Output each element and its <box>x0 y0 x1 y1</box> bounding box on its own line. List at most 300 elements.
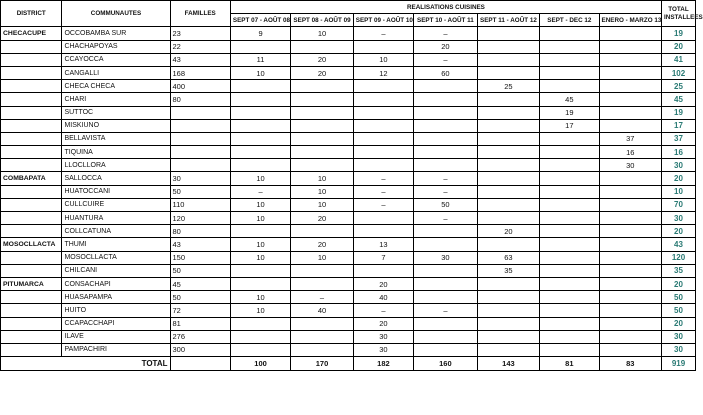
total-installees-cell: 30 <box>662 343 696 356</box>
community-cell: THUMI <box>62 238 170 251</box>
district-cell <box>1 93 62 106</box>
families-cell: 80 <box>170 93 230 106</box>
period-value-cell: – <box>414 185 478 198</box>
period-value-cell <box>291 119 354 132</box>
community-cell: CCAPACCHAPI <box>62 317 170 330</box>
period-value-cell <box>599 212 662 225</box>
families-cell: 168 <box>170 66 230 79</box>
period-value-cell: 20 <box>353 317 413 330</box>
community-cell: ILAVE <box>62 330 170 343</box>
community-cell: CULLCUIRE <box>62 198 170 211</box>
community-cell: HUITO <box>62 304 170 317</box>
families-cell: 50 <box>170 291 230 304</box>
period-value-cell: 13 <box>353 238 413 251</box>
period-value-cell <box>353 106 413 119</box>
period-value-cell: – <box>291 291 354 304</box>
header-period: SEPT 10 - AOÛT 11 <box>414 14 478 27</box>
period-value-cell <box>291 106 354 119</box>
district-cell <box>1 251 62 264</box>
total-period-value: 81 <box>540 357 599 371</box>
families-cell: 276 <box>170 330 230 343</box>
period-value-cell <box>414 132 478 145</box>
period-value-cell <box>540 264 599 277</box>
district-cell: COMBAPATA <box>1 172 62 185</box>
period-value-cell <box>414 80 478 93</box>
total-installees-cell: 43 <box>662 238 696 251</box>
period-value-cell: 10 <box>291 198 354 211</box>
families-cell: 300 <box>170 343 230 356</box>
period-value-cell <box>477 185 540 198</box>
period-value-cell <box>599 80 662 93</box>
table-row <box>1 277 696 290</box>
period-value-cell <box>414 225 478 238</box>
families-cell: 50 <box>170 185 230 198</box>
period-value-cell: 10 <box>230 66 290 79</box>
period-value-cell <box>414 238 478 251</box>
district-cell <box>1 119 62 132</box>
table-row <box>1 304 696 317</box>
period-value-cell: 10 <box>230 291 290 304</box>
period-value-cell: 25 <box>477 80 540 93</box>
period-value-cell <box>599 264 662 277</box>
period-value-cell: 10 <box>230 212 290 225</box>
total-installees-cell: 50 <box>662 291 696 304</box>
period-value-cell: 10 <box>291 185 354 198</box>
period-value-cell <box>599 53 662 66</box>
period-value-cell <box>599 330 662 343</box>
period-value-cell <box>599 317 662 330</box>
period-value-cell <box>540 317 599 330</box>
district-cell <box>1 80 62 93</box>
period-value-cell <box>477 40 540 53</box>
table-row <box>1 185 696 198</box>
period-value-cell <box>540 330 599 343</box>
period-value-cell: – <box>353 27 413 40</box>
period-value-cell <box>477 330 540 343</box>
community-cell: CHARI <box>62 93 170 106</box>
period-value-cell <box>477 304 540 317</box>
period-value-cell <box>540 304 599 317</box>
total-installees-cell: 37 <box>662 132 696 145</box>
community-cell: MISKIUNO <box>62 119 170 132</box>
table-row <box>1 106 696 119</box>
period-value-cell <box>599 172 662 185</box>
district-cell <box>1 264 62 277</box>
total-installees-cell: 20 <box>662 317 696 330</box>
period-value-cell: 30 <box>353 330 413 343</box>
period-value-cell <box>414 146 478 159</box>
table-row <box>1 146 696 159</box>
total-installees-cell: 20 <box>662 40 696 53</box>
district-cell <box>1 66 62 79</box>
table-row <box>1 40 696 53</box>
total-installees-cell: 30 <box>662 212 696 225</box>
period-value-cell: – <box>353 304 413 317</box>
families-cell <box>170 119 230 132</box>
period-value-cell <box>353 119 413 132</box>
period-value-cell: 10 <box>291 251 354 264</box>
total-installees-cell: 30 <box>662 330 696 343</box>
families-cell: 80 <box>170 225 230 238</box>
period-value-cell: 20 <box>353 277 413 290</box>
district-cell <box>1 343 62 356</box>
community-cell: CONSACHAPI <box>62 277 170 290</box>
table-row <box>1 159 696 172</box>
period-value-cell: 63 <box>477 251 540 264</box>
total-installees-cell: 10 <box>662 185 696 198</box>
period-value-cell: 19 <box>540 106 599 119</box>
families-cell: 150 <box>170 251 230 264</box>
period-value-cell <box>477 119 540 132</box>
period-value-cell <box>353 159 413 172</box>
period-value-cell <box>291 146 354 159</box>
total-familles-blank <box>170 357 230 371</box>
table-row <box>1 330 696 343</box>
period-value-cell: 20 <box>291 238 354 251</box>
total-period-value: 170 <box>291 357 354 371</box>
community-cell: CHECA CHECA <box>62 80 170 93</box>
period-value-cell: – <box>353 198 413 211</box>
total-installees-cell: 20 <box>662 277 696 290</box>
table-row <box>1 343 696 356</box>
community-cell: HUATOCCANI <box>62 185 170 198</box>
period-value-cell <box>599 66 662 79</box>
period-value-cell <box>353 146 413 159</box>
header-period: SEPT - DEC 12 <box>540 14 599 27</box>
period-value-cell: 10 <box>230 251 290 264</box>
period-value-cell <box>477 159 540 172</box>
header-period: SEPT 08 - AOÛT 09 <box>291 14 354 27</box>
district-cell: CHECACUPE <box>1 27 62 40</box>
period-value-cell <box>540 40 599 53</box>
total-installees-cell: 102 <box>662 66 696 79</box>
period-value-cell: 35 <box>477 264 540 277</box>
district-cell: PITUMARCA <box>1 277 62 290</box>
period-value-cell <box>540 238 599 251</box>
period-value-cell <box>477 172 540 185</box>
period-value-cell <box>291 225 354 238</box>
table-row <box>1 198 696 211</box>
period-value-cell: 20 <box>291 66 354 79</box>
period-value-cell <box>353 93 413 106</box>
period-value-cell: 12 <box>353 66 413 79</box>
period-value-cell <box>477 66 540 79</box>
header-district: DISTRICT <box>1 1 62 27</box>
district-cell <box>1 146 62 159</box>
period-value-cell <box>477 146 540 159</box>
families-cell: 43 <box>170 53 230 66</box>
table-row <box>1 212 696 225</box>
period-value-cell <box>599 291 662 304</box>
total-installees-cell: 19 <box>662 106 696 119</box>
community-cell: MOSOCLLACTA <box>62 251 170 264</box>
community-cell: TIQUINA <box>62 146 170 159</box>
period-value-cell <box>599 185 662 198</box>
total-installees-cell: 20 <box>662 225 696 238</box>
period-value-cell <box>230 119 290 132</box>
total-installees-cell: 19 <box>662 27 696 40</box>
header-period: ENERO - MARZO 13 <box>599 14 662 27</box>
total-installees-cell: 50 <box>662 304 696 317</box>
total-installees-cell: 17 <box>662 119 696 132</box>
families-cell <box>170 132 230 145</box>
families-cell: 50 <box>170 264 230 277</box>
families-cell <box>170 146 230 159</box>
community-cell: CCAYOCCA <box>62 53 170 66</box>
table-row <box>1 264 696 277</box>
community-cell: LLOCLLORA <box>62 159 170 172</box>
families-cell: 72 <box>170 304 230 317</box>
period-value-cell <box>414 159 478 172</box>
period-value-cell <box>477 93 540 106</box>
period-value-cell <box>599 343 662 356</box>
period-value-cell <box>230 264 290 277</box>
period-value-cell <box>599 251 662 264</box>
period-value-cell <box>477 27 540 40</box>
period-value-cell: 9 <box>230 27 290 40</box>
period-value-cell <box>599 119 662 132</box>
header-familles: FAMILLES <box>170 1 230 27</box>
period-value-cell <box>477 291 540 304</box>
community-cell: SUTTOC <box>62 106 170 119</box>
families-cell: 120 <box>170 212 230 225</box>
period-value-cell <box>599 40 662 53</box>
period-value-cell <box>291 264 354 277</box>
period-value-cell <box>414 119 478 132</box>
period-value-cell: 10 <box>230 238 290 251</box>
table-row <box>1 317 696 330</box>
period-value-cell <box>477 238 540 251</box>
period-value-cell: 17 <box>540 119 599 132</box>
period-value-cell <box>230 343 290 356</box>
period-value-cell <box>477 317 540 330</box>
period-value-cell: 20 <box>291 53 354 66</box>
grand-total: 919 <box>662 357 696 371</box>
header-total: TOTAL INSTALLEES <box>662 1 696 27</box>
period-value-cell <box>540 185 599 198</box>
district-cell <box>1 40 62 53</box>
period-value-cell: 37 <box>599 132 662 145</box>
period-value-cell <box>599 225 662 238</box>
community-cell: HUANTURA <box>62 212 170 225</box>
community-cell: BELLAVISTA <box>62 132 170 145</box>
period-value-cell <box>230 330 290 343</box>
period-value-cell <box>540 198 599 211</box>
period-value-cell <box>230 317 290 330</box>
period-value-cell <box>540 277 599 290</box>
period-value-cell: – <box>414 212 478 225</box>
period-value-cell <box>540 132 599 145</box>
period-value-cell <box>540 172 599 185</box>
period-value-cell: 30 <box>414 251 478 264</box>
period-value-cell: 10 <box>291 172 354 185</box>
period-value-cell: 10 <box>230 198 290 211</box>
period-value-cell: 7 <box>353 251 413 264</box>
period-value-cell: – <box>353 172 413 185</box>
table-row <box>1 93 696 106</box>
district-cell <box>1 317 62 330</box>
period-value-cell: 45 <box>540 93 599 106</box>
period-value-cell <box>540 251 599 264</box>
period-value-cell <box>599 93 662 106</box>
period-value-cell <box>291 80 354 93</box>
period-value-cell <box>414 291 478 304</box>
families-cell <box>170 159 230 172</box>
period-value-cell <box>230 106 290 119</box>
period-value-cell <box>477 343 540 356</box>
period-value-cell: 20 <box>414 40 478 53</box>
period-value-cell <box>477 53 540 66</box>
period-value-cell <box>291 132 354 145</box>
period-value-cell: 16 <box>599 146 662 159</box>
period-value-cell <box>599 106 662 119</box>
period-value-cell <box>477 212 540 225</box>
header-realisations: REALISATIONS CUISINES <box>230 1 661 14</box>
district-cell <box>1 53 62 66</box>
period-value-cell <box>540 27 599 40</box>
period-value-cell <box>414 106 478 119</box>
total-installees-cell: 30 <box>662 159 696 172</box>
period-value-cell <box>414 264 478 277</box>
period-value-cell <box>230 225 290 238</box>
period-value-cell: 30 <box>599 159 662 172</box>
period-value-cell <box>599 27 662 40</box>
table-row <box>1 172 696 185</box>
period-value-cell: – <box>230 185 290 198</box>
families-cell: 81 <box>170 317 230 330</box>
total-installees-cell: 16 <box>662 146 696 159</box>
district-cell <box>1 106 62 119</box>
total-installees-cell: 35 <box>662 264 696 277</box>
community-cell: CHILCANI <box>62 264 170 277</box>
district-cell: MOSOCLLACTA <box>1 238 62 251</box>
period-value-cell <box>230 93 290 106</box>
table-row <box>1 238 696 251</box>
period-value-cell <box>540 212 599 225</box>
period-value-cell <box>414 277 478 290</box>
period-value-cell <box>414 317 478 330</box>
district-cell <box>1 132 62 145</box>
period-value-cell <box>230 277 290 290</box>
period-value-cell: 10 <box>230 172 290 185</box>
community-cell: SALLOCCA <box>62 172 170 185</box>
families-cell <box>170 106 230 119</box>
period-value-cell: – <box>353 185 413 198</box>
table-row <box>1 291 696 304</box>
table-row <box>1 53 696 66</box>
period-value-cell: – <box>414 304 478 317</box>
total-period-value: 83 <box>599 357 662 371</box>
period-value-cell <box>477 106 540 119</box>
period-value-cell: 40 <box>291 304 354 317</box>
period-value-cell <box>540 343 599 356</box>
total-period-value: 160 <box>414 357 478 371</box>
total-period-value: 143 <box>477 357 540 371</box>
period-value-cell: 20 <box>477 225 540 238</box>
total-period-value: 100 <box>230 357 290 371</box>
period-value-cell: 20 <box>291 212 354 225</box>
period-value-cell <box>414 343 478 356</box>
period-value-cell <box>599 198 662 211</box>
district-cell <box>1 198 62 211</box>
period-value-cell <box>291 343 354 356</box>
total-period-value: 182 <box>353 357 413 371</box>
period-value-cell <box>353 80 413 93</box>
period-value-cell <box>230 132 290 145</box>
period-value-cell: – <box>414 27 478 40</box>
period-value-cell <box>291 330 354 343</box>
total-installees-cell: 120 <box>662 251 696 264</box>
families-cell: 110 <box>170 198 230 211</box>
period-value-cell <box>477 198 540 211</box>
period-value-cell: 40 <box>353 291 413 304</box>
district-cell <box>1 212 62 225</box>
community-cell: CHACHAPOYAS <box>62 40 170 53</box>
period-value-cell <box>477 132 540 145</box>
header-period: SEPT 11 - AOÛT 12 <box>477 14 540 27</box>
table-row <box>1 80 696 93</box>
period-value-cell <box>414 93 478 106</box>
period-value-cell <box>230 159 290 172</box>
period-value-cell <box>353 225 413 238</box>
period-value-cell <box>477 277 540 290</box>
community-cell: CANGALLI <box>62 66 170 79</box>
community-cell: COLLCATUNA <box>62 225 170 238</box>
table-row <box>1 27 696 40</box>
period-value-cell <box>291 93 354 106</box>
district-cell <box>1 330 62 343</box>
header-period: SEPT 07 - AOÛT 08 <box>230 14 290 27</box>
community-cell: OCCOBAMBA SUR <box>62 27 170 40</box>
period-value-cell <box>540 146 599 159</box>
district-cell <box>1 159 62 172</box>
community-cell: PAMPACHIRI <box>62 343 170 356</box>
period-value-cell <box>540 159 599 172</box>
district-cell <box>1 291 62 304</box>
total-installees-cell: 20 <box>662 172 696 185</box>
community-cell: HUASAPAMPA <box>62 291 170 304</box>
district-cell <box>1 225 62 238</box>
period-value-cell <box>599 238 662 251</box>
period-value-cell: – <box>414 53 478 66</box>
period-value-cell <box>540 80 599 93</box>
table-row <box>1 251 696 264</box>
period-value-cell: 30 <box>353 343 413 356</box>
period-value-cell: 11 <box>230 53 290 66</box>
table-row <box>1 132 696 145</box>
families-cell: 400 <box>170 80 230 93</box>
period-value-cell <box>599 277 662 290</box>
total-installees-cell: 41 <box>662 53 696 66</box>
period-value-cell <box>291 277 354 290</box>
period-value-cell: 60 <box>414 66 478 79</box>
period-value-cell: 10 <box>230 304 290 317</box>
period-value-cell <box>291 159 354 172</box>
period-value-cell <box>353 132 413 145</box>
period-value-cell: 50 <box>414 198 478 211</box>
total-installees-cell: 45 <box>662 93 696 106</box>
families-cell: 43 <box>170 238 230 251</box>
total-installees-cell: 25 <box>662 80 696 93</box>
period-value-cell <box>291 317 354 330</box>
period-value-cell <box>540 53 599 66</box>
period-value-cell: 10 <box>353 53 413 66</box>
header-period: SEPT 09 - AOÛT 10 <box>353 14 413 27</box>
period-value-cell <box>230 80 290 93</box>
period-value-cell: 10 <box>291 27 354 40</box>
families-cell: 23 <box>170 27 230 40</box>
district-cell <box>1 185 62 198</box>
